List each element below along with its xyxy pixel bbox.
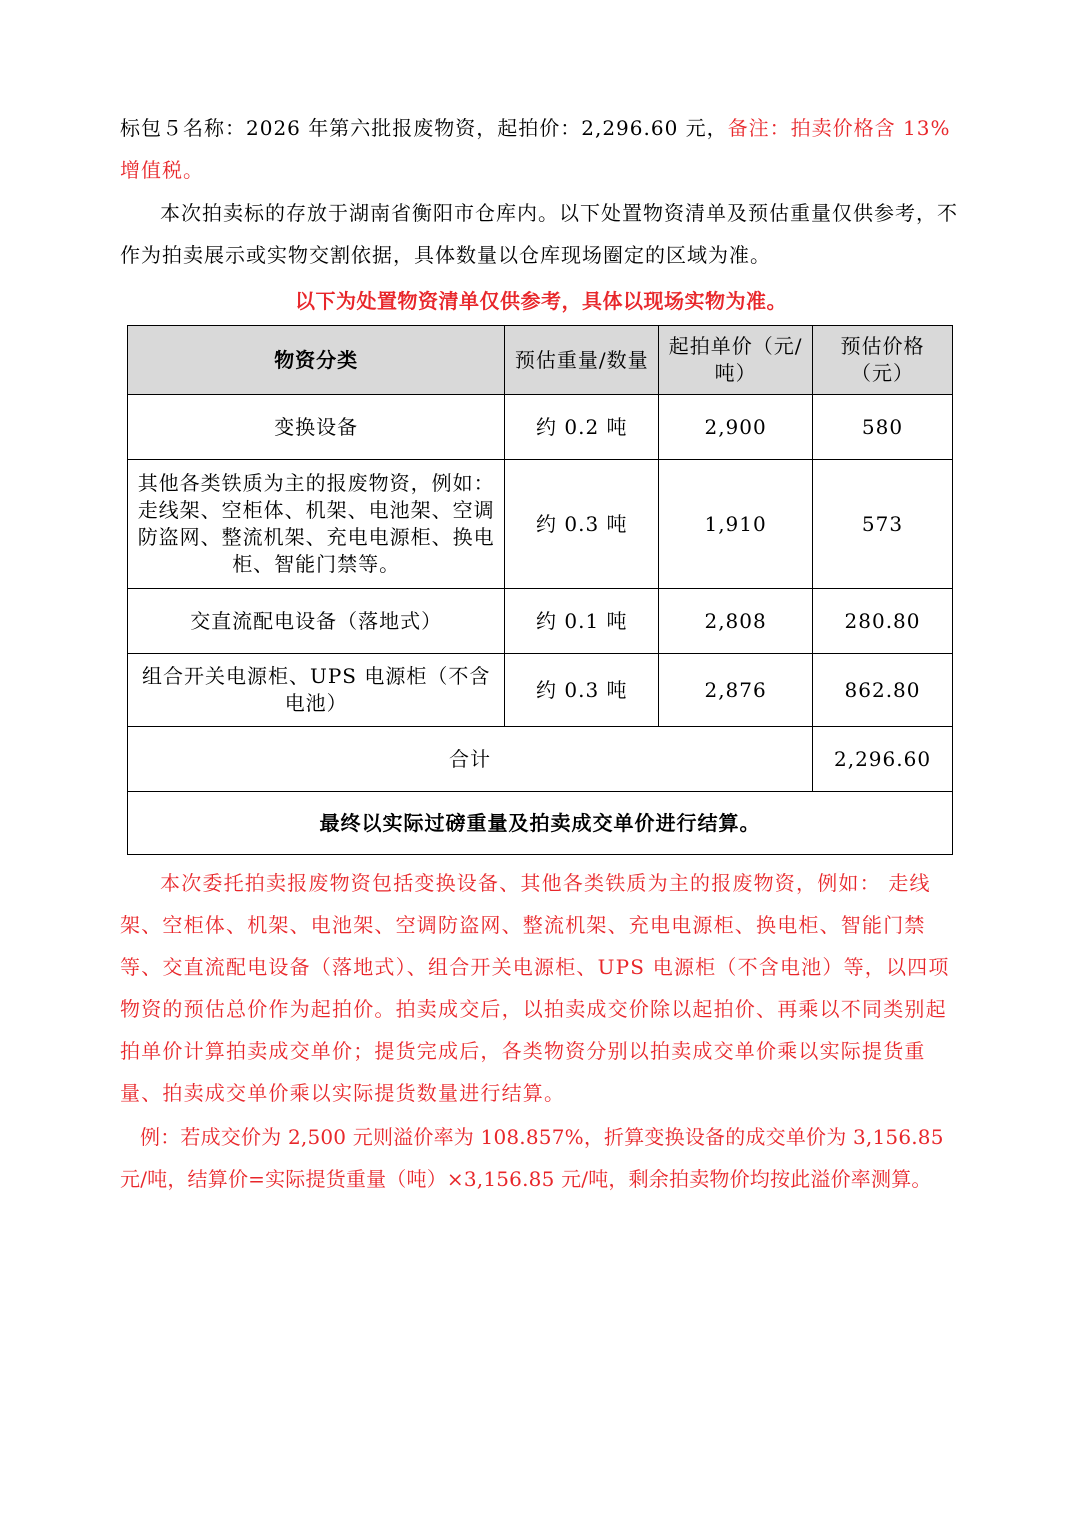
total-value: 2,296.60 bbox=[813, 727, 953, 792]
row-unit-price: 2,876 bbox=[659, 654, 813, 727]
description-paragraph: 本次委托拍卖报废物资包括变换设备、其他各类铁质为主的报废物资，例如： 走线架、空柜体、机架、电池架、空调防盗网、整流机架、充电电源柜、换电柜、智能门禁等、交直流配电设备（落地式）、组合开关电源柜、UPS 电源柜（不含电池）等，以四项物资的预估总价作为起拍价。拍卖成交后，以拍卖成交价除以起拍价、再乘以不同类别起拍单价计算拍卖成交单价；提货完成后，各类物资分别以拍卖成交单价乘以实际提货重量、拍卖成交单价乘以实际提货数量进行结算。 bbox=[120, 871, 950, 1105]
table-row bbox=[128, 589, 953, 654]
lot-title-note: 备注：拍卖价格含 13%增值税。 bbox=[120, 116, 951, 182]
row-weight: 约 0.1 吨 bbox=[505, 589, 659, 654]
total-label: 合计 bbox=[128, 727, 813, 792]
row-unit-price: 2,808 bbox=[659, 589, 813, 654]
lot-title-main: 标包５名称：2026 年第六批报废物资，起拍价：2,296.60 元， bbox=[120, 116, 728, 140]
row-est-price: 862.80 bbox=[813, 654, 953, 727]
row-est-price: 573 bbox=[813, 460, 953, 589]
lot-title-paragraph bbox=[120, 107, 962, 191]
row-weight: 约 0.3 吨 bbox=[505, 460, 659, 589]
intro-paragraph: 本次拍卖标的存放于湖南省衡阳市仓库内。以下处置物资清单及预估重量仅供参考，不作为拍卖展示或实物交割依据，具体数量以仓库现场圈定的区域为准。 bbox=[120, 201, 958, 267]
row-unit-price: 2,900 bbox=[659, 395, 813, 460]
table-row bbox=[128, 395, 953, 460]
row-est-price: 580 bbox=[813, 395, 953, 460]
table-footer-row bbox=[128, 792, 953, 855]
settlement-note: 最终以实际过磅重量及拍卖成交单价进行结算。 bbox=[128, 792, 953, 855]
row-unit-price: 1,910 bbox=[659, 460, 813, 589]
header-weight: 预估重量/数量 bbox=[505, 326, 659, 395]
table-caption: 以下为处置物资清单仅供参考，具体以现场实物为准。 bbox=[295, 289, 787, 313]
header-unit-price: 起拍单价（元/吨） bbox=[659, 326, 813, 395]
header-category: 物资分类 bbox=[128, 326, 505, 395]
table-row bbox=[128, 460, 953, 589]
table-total-row bbox=[128, 727, 953, 792]
header-est-price: 预估价格（元） bbox=[813, 326, 953, 395]
row-category: 组合开关电源柜、UPS 电源柜（不含电池） bbox=[128, 654, 505, 727]
row-category: 变换设备 bbox=[128, 395, 505, 460]
table-header-row bbox=[128, 326, 953, 395]
example-paragraph: 例：若成交价为 2,500 元则溢价率为 108.857%，折算变换设备的成交单价为 3,156.85 元/吨，结算价=实际提货重量（吨）×3,156.85 元/吨，剩余拍卖物价均按此溢价率测算。 bbox=[120, 1125, 944, 1191]
table-row bbox=[128, 654, 953, 727]
row-category: 其他各类铁质为主的报废物资，例如：走线架、空柜体、机架、电池架、空调防盗网、整流机架、充电电源柜、换电柜、智能门禁等。 bbox=[128, 460, 505, 589]
goods-table bbox=[127, 325, 953, 855]
row-category: 交直流配电设备（落地式） bbox=[128, 589, 505, 654]
row-weight: 约 0.3 吨 bbox=[505, 654, 659, 727]
row-weight: 约 0.2 吨 bbox=[505, 395, 659, 460]
row-est-price: 280.80 bbox=[813, 589, 953, 654]
